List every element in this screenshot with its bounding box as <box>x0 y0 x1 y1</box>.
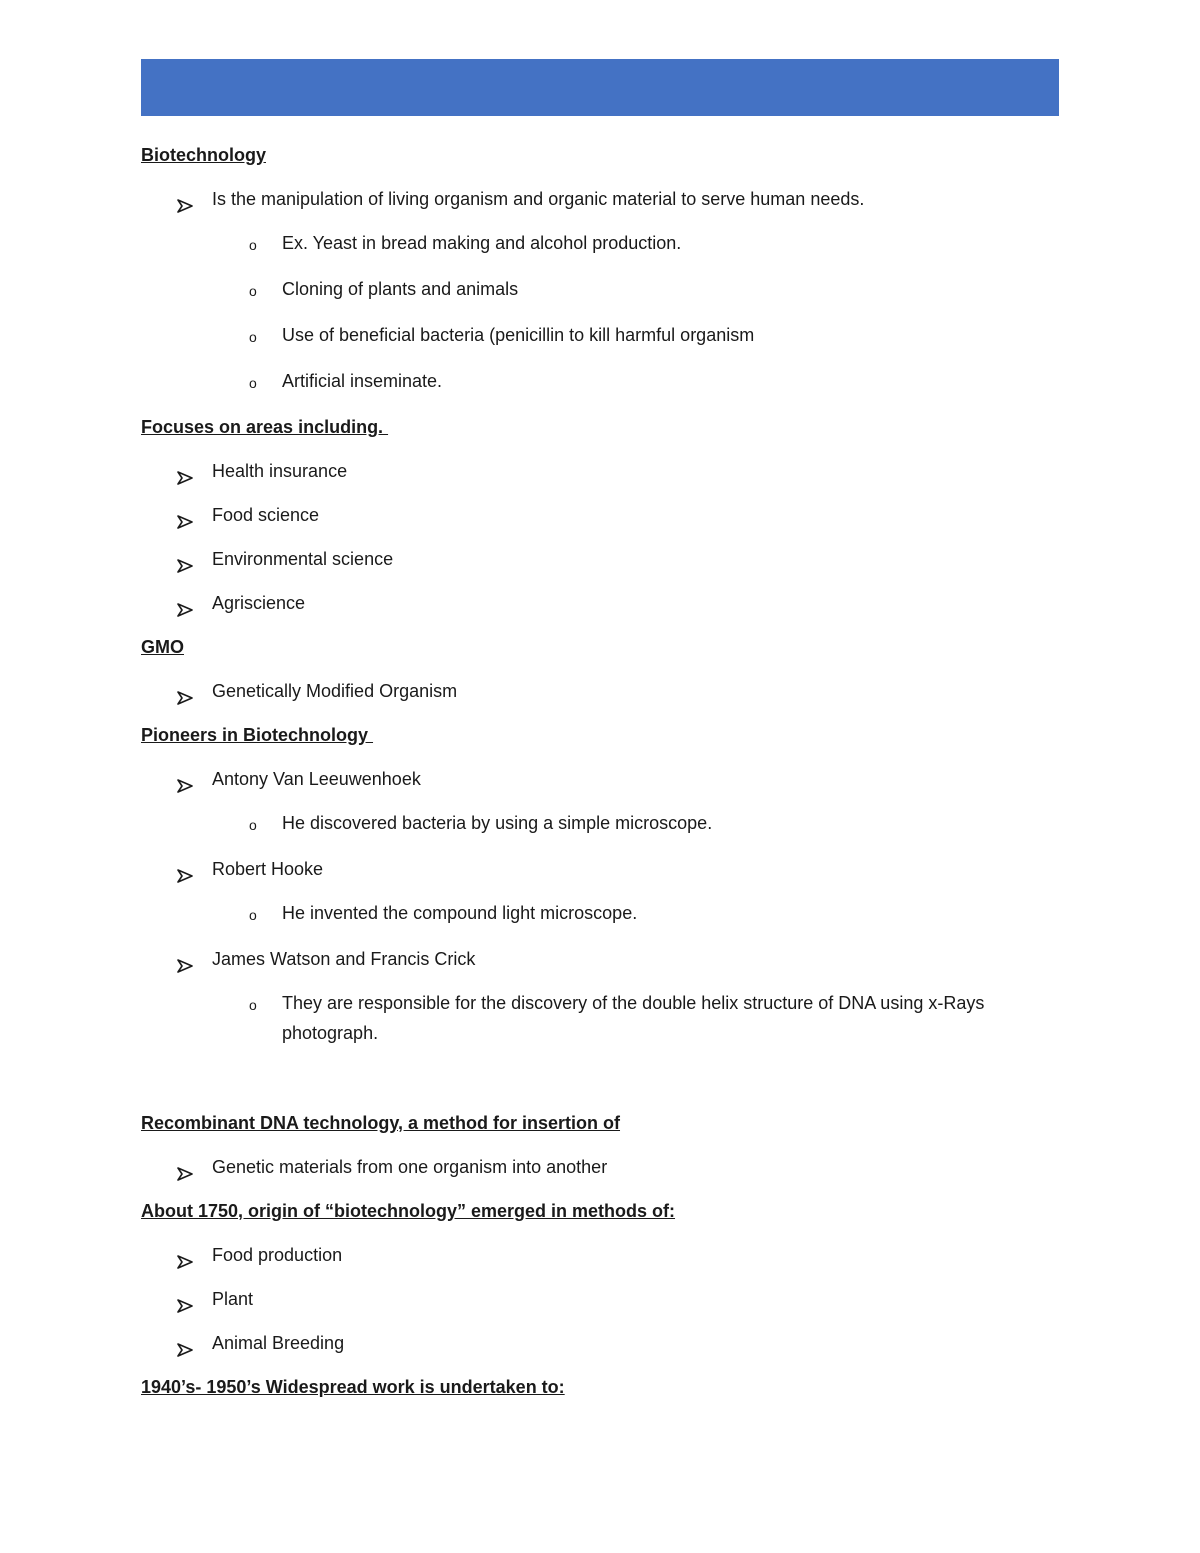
arrowhead-bullet-icon <box>177 952 193 966</box>
section-heading: Pioneers in Biotechnology <box>141 725 374 745</box>
circle-bullet-icon: o <box>249 907 257 923</box>
sub-bullet-text: They are responsible for the discovery of the double helix structure of DNA using x-Rays photograph. <box>282 993 985 1043</box>
sub-bullet-item <box>141 898 1059 928</box>
section-heading: 1940’s- 1950’s Widespread work is undertaken to: <box>141 1377 565 1397</box>
arrowhead-bullet-icon <box>177 1160 193 1174</box>
bullet-item <box>141 1284 1059 1314</box>
arrowhead-bullet-icon <box>177 192 193 206</box>
section-heading: About 1750, origin of “biotechnology” emerged in methods of: <box>141 1201 676 1221</box>
sub-bullet-item <box>141 228 1059 258</box>
bullet-text: Genetic materials from one organism into another <box>212 1157 608 1177</box>
sub-bullet-text: Artificial inseminate. <box>282 371 443 391</box>
bullet-item <box>141 1152 1059 1182</box>
sub-bullet-item <box>141 808 1059 838</box>
arrowhead-bullet-icon <box>177 552 193 566</box>
bullet-text: James Watson and Francis Crick <box>212 949 476 969</box>
sub-bullet-text: Cloning of plants and animals <box>282 279 519 299</box>
spacer <box>141 1064 1059 1108</box>
arrowhead-bullet-icon <box>177 772 193 786</box>
sub-bullet-item <box>141 274 1059 304</box>
arrowhead-bullet-icon <box>177 1292 193 1306</box>
bullet-text: Environmental science <box>212 549 394 569</box>
sub-bullet-item <box>141 320 1059 350</box>
document-body <box>141 140 1059 1416</box>
bullet-item <box>141 1240 1059 1270</box>
circle-bullet-icon: o <box>249 375 257 391</box>
arrowhead-bullet-icon <box>177 862 193 876</box>
sub-bullet-item <box>141 988 1059 1048</box>
section-heading: GMO <box>141 637 184 657</box>
circle-bullet-icon: o <box>249 997 257 1013</box>
bullet-text: Genetically Modified Organism <box>212 681 458 701</box>
bullet-text: Is the manipulation of living organism and organic material to serve human needs. <box>212 189 865 209</box>
bullet-text: Food science <box>212 505 320 525</box>
sub-bullet-text: He discovered bacteria by using a simple microscope. <box>282 813 713 833</box>
sub-bullet-text: Ex. Yeast in bread making and alcohol production. <box>282 233 682 253</box>
bullet-item <box>141 764 1059 794</box>
circle-bullet-icon: o <box>249 283 257 299</box>
bullet-item <box>141 676 1059 706</box>
bullet-item <box>141 456 1059 486</box>
arrowhead-bullet-icon <box>177 1248 193 1262</box>
section-heading: Focuses on areas including. <box>141 417 389 437</box>
section-heading: Recombinant DNA technology, a method for insertion of <box>141 1113 621 1133</box>
arrowhead-bullet-icon <box>177 1336 193 1350</box>
section-heading: Biotechnology <box>141 145 266 165</box>
bullet-text: Robert Hooke <box>212 859 324 879</box>
bullet-text: Health insurance <box>212 461 348 481</box>
arrowhead-bullet-icon <box>177 508 193 522</box>
sub-bullet-text: He invented the compound light microscope. <box>282 903 638 923</box>
bullet-text: Plant <box>212 1289 254 1309</box>
bullet-text: Food production <box>212 1245 343 1265</box>
bullet-item <box>141 854 1059 884</box>
sub-bullet-item <box>141 366 1059 396</box>
circle-bullet-icon: o <box>249 237 257 253</box>
sub-bullet-text: Use of beneficial bacteria (penicillin to kill harmful organism <box>282 325 755 345</box>
bullet-item <box>141 588 1059 618</box>
circle-bullet-icon: o <box>249 329 257 345</box>
bullet-text: Animal Breeding <box>212 1333 345 1353</box>
arrowhead-bullet-icon <box>177 464 193 478</box>
bullet-item <box>141 184 1059 214</box>
bullet-text: Agriscience <box>212 593 306 613</box>
header-bar <box>141 59 1059 116</box>
circle-bullet-icon: o <box>249 817 257 833</box>
arrowhead-bullet-icon <box>177 596 193 610</box>
bullet-text: Antony Van Leeuwenhoek <box>212 769 421 789</box>
bullet-item <box>141 500 1059 530</box>
bullet-item <box>141 944 1059 974</box>
arrowhead-bullet-icon <box>177 684 193 698</box>
bullet-item <box>141 1328 1059 1358</box>
bullet-item <box>141 544 1059 574</box>
